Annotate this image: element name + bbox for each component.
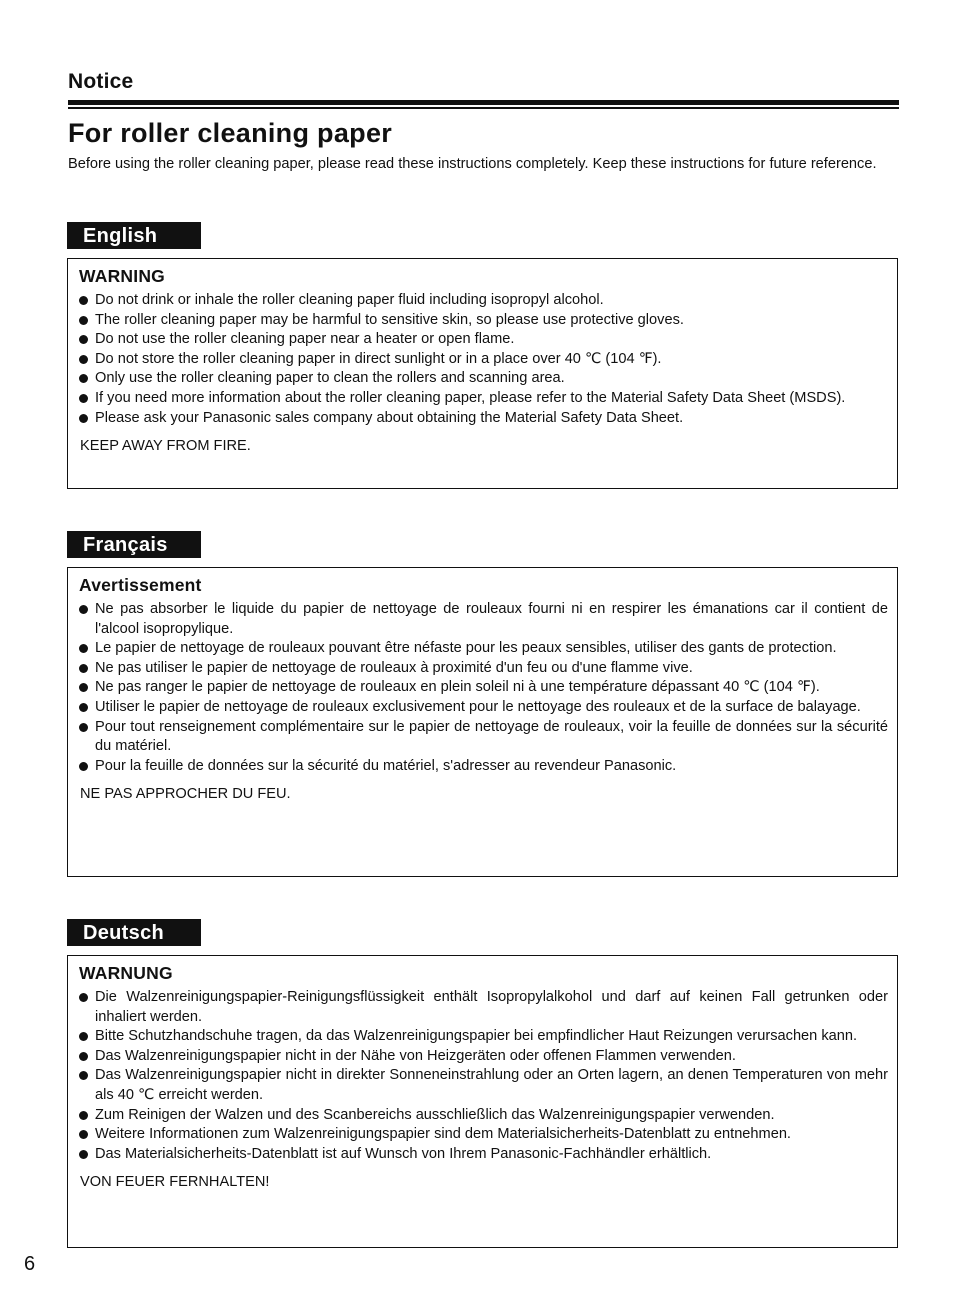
list-item — [79, 311, 888, 331]
list-item — [79, 718, 888, 757]
intro-paragraph: Before using the roller cleaning paper, please read these instructions completely. Keep these instructions for future reference. — [68, 156, 877, 172]
list-item-text: Utiliser le papier de nettoyage de rouleaux exclusivement pour le nettoyage des rouleaux et de la surface de balayage. — [95, 698, 861, 715]
bullet-icon — [79, 374, 88, 383]
closing-note: VON FEUER FERNHALTEN! — [80, 1174, 270, 1191]
list-item — [79, 409, 888, 429]
list-item-text: Das Walzenreinigungspapier nicht in der Nähe von Heizgeräten oder offenen Flammen verwenden. — [95, 1047, 736, 1064]
header-rule-thin — [68, 107, 899, 109]
bullet-icon — [79, 683, 88, 692]
language-tab-francais: Français — [67, 531, 201, 558]
bullet-icon — [79, 664, 88, 673]
list-item-text: Do not use the roller cleaning paper near a heater or open flame. — [95, 331, 515, 348]
bullet-icon — [79, 605, 88, 614]
list-item — [79, 1066, 888, 1105]
language-tab-english: English — [67, 222, 201, 249]
bullet-icon — [79, 723, 88, 732]
list-item-text: Bitte Schutzhandschuhe tragen, da das Walzenreinigungspapier bei empfindlicher Haut Reizungen verursachen kann. — [95, 1028, 858, 1045]
list-item-text: Zum Reinigen der Walzen und des Scanbereichs ausschließlich das Walzenreinigungspapier verwenden. — [95, 1106, 775, 1123]
bullet-icon — [79, 1052, 88, 1061]
list-item — [79, 1125, 888, 1145]
list-item-text: Ne pas absorber le liquide du papier de nettoyage de rouleaux fourni ni en respirer les émanations car il contient de l'alcool isopropylique. — [95, 601, 888, 637]
list-item-text: Do not store the roller cleaning paper in direct sunlight or in a place over 40 ℃ (104 ℉). — [95, 350, 662, 367]
list-item — [79, 330, 888, 350]
list-item — [79, 1145, 888, 1165]
bullet-icon — [79, 1130, 88, 1139]
list-item — [79, 1047, 888, 1067]
list-item — [79, 678, 888, 698]
bullet-icon — [79, 316, 88, 325]
list-item-text: Pour la feuille de données sur la sécurité du matériel, s'adresser au revendeur Panasonic. — [95, 757, 677, 774]
list-item-text: Ne pas utiliser le papier de nettoyage de rouleaux à proximité d'un feu ou d'une flamme vive. — [95, 659, 693, 676]
bullet-icon — [79, 1150, 88, 1159]
warning-heading: WARNING — [79, 266, 165, 286]
bullet-icon — [79, 394, 88, 403]
list-item — [79, 291, 888, 311]
list-item-text: Please ask your Panasonic sales company about obtaining the Material Safety Data Sheet. — [95, 409, 684, 426]
bullet-icon — [79, 335, 88, 344]
warning-heading: Avertissement — [79, 575, 202, 595]
bullet-icon — [79, 703, 88, 712]
bullet-icon — [79, 1032, 88, 1041]
warning-list — [79, 291, 888, 428]
list-item — [79, 659, 888, 679]
list-item — [79, 698, 888, 718]
list-item — [79, 639, 888, 659]
bullet-icon — [79, 993, 88, 1002]
list-item — [79, 369, 888, 389]
list-item — [79, 1106, 888, 1126]
warning-box-english — [67, 258, 898, 489]
bullet-icon — [79, 296, 88, 305]
header-rule — [68, 100, 899, 105]
list-item — [79, 600, 888, 639]
warning-list — [79, 600, 888, 776]
list-item-text: The roller cleaning paper may be harmful to sensitive skin, so please use protective gloves. — [95, 311, 684, 328]
list-item-text: Do not drink or inhale the roller cleaning paper fluid including isopropyl alcohol. — [95, 292, 604, 308]
bullet-icon — [79, 1071, 88, 1080]
list-item — [79, 757, 888, 777]
page-number: 6 — [24, 1253, 36, 1275]
warning-box-deutsch — [67, 955, 898, 1248]
bullet-icon — [79, 762, 88, 771]
warning-heading: WARNUNG — [79, 963, 173, 983]
list-item-text: Das Walzenreinigungspapier nicht in direkter Sonneneinstrahlung oder an Orten lagern, an denen Temperaturen von mehr als 40 ℃ erreicht werden. — [95, 1067, 888, 1103]
bullet-icon — [79, 355, 88, 364]
list-item — [79, 988, 888, 1027]
list-item-text: Pour tout renseignement complémentaire sur le papier de nettoyage de rouleaux, voir la feuille de données sur la sécurité du matériel. — [95, 718, 888, 755]
list-item-text: Weitere Informationen zum Walzenreinigungspapier sind dem Materialsicherheits-Datenblatt zu entnehmen. — [95, 1126, 791, 1143]
list-item-text: Ne pas ranger le papier de nettoyage de rouleaux en plein soleil ni à une température dépassant 40 ℃ (104 ℉). — [95, 679, 820, 696]
notice-label: Notice — [68, 70, 134, 93]
list-item — [79, 1027, 888, 1047]
list-item-text: If you need more information about the roller cleaning paper, please refer to the Material Safety Data Sheet (MSDS). — [95, 389, 846, 406]
list-item — [79, 389, 888, 409]
list-item — [79, 350, 888, 370]
warning-box-francais — [67, 567, 898, 877]
bullet-icon — [79, 414, 88, 423]
bullet-icon — [79, 644, 88, 653]
page-title: For roller cleaning paper — [68, 118, 393, 148]
list-item-text: Die Walzenreinigungspapier-Reinigungsflüssigkeit enthält Isopropylalkohol und darf auf keinen Fall getrunken oder inhaliert werden. — [95, 989, 888, 1025]
warning-list — [79, 988, 888, 1164]
list-item-text: Le papier de nettoyage de rouleaux pouvant être néfaste pour les peaux sensibles, utiliser des gants de protection. — [95, 640, 837, 657]
list-item-text: Only use the roller cleaning paper to clean the rollers and scanning area. — [95, 370, 565, 387]
bullet-icon — [79, 1111, 88, 1120]
closing-note: KEEP AWAY FROM FIRE. — [80, 438, 251, 455]
language-tab-deutsch: Deutsch — [67, 919, 201, 946]
list-item-text: Das Materialsicherheits-Datenblatt ist auf Wunsch von Ihrem Panasonic-Fachhändler erhältlich. — [95, 1145, 712, 1162]
closing-note: NE PAS APPROCHER DU FEU. — [80, 786, 291, 803]
